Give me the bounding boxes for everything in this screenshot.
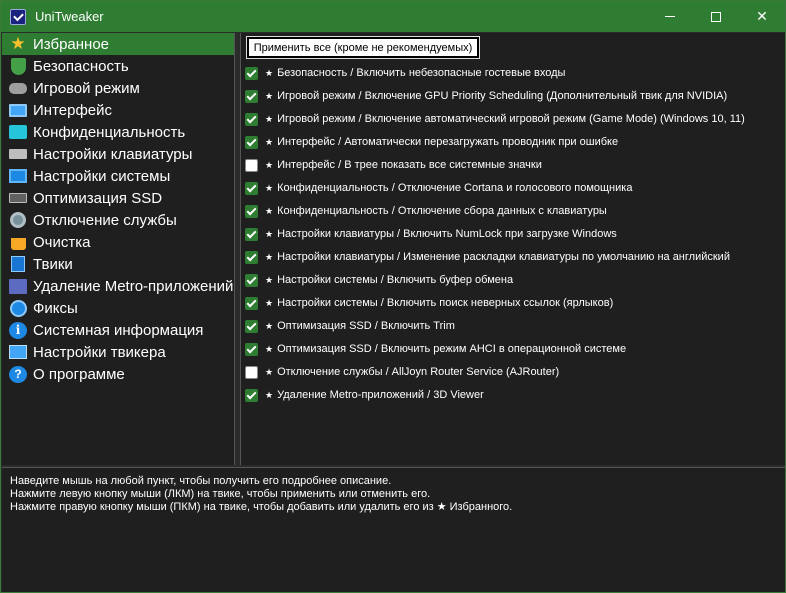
tweak-checkbox[interactable] <box>245 136 258 149</box>
sidebar-item-label: Безопасность <box>33 57 129 75</box>
tweak-checkbox[interactable] <box>245 113 258 126</box>
sidebar-item-about[interactable] <box>2 363 234 385</box>
sidebar-item-game-mode[interactable] <box>2 77 234 99</box>
tweak-checkbox[interactable] <box>245 90 258 103</box>
gamepad-icon <box>9 83 27 94</box>
favorite-star-icon: ★ <box>265 90 274 101</box>
privacy-icon <box>9 125 27 139</box>
favorite-star-icon: ★ <box>265 251 274 262</box>
broom-icon <box>11 238 26 250</box>
tweaker-settings-icon <box>9 345 27 359</box>
sidebar-item-label: Удаление Metro-приложений <box>33 277 234 295</box>
tweak-row[interactable] <box>245 179 632 197</box>
metro-apps-icon <box>9 279 27 294</box>
sidebar-item-label: Очистка <box>33 233 91 251</box>
favorite-star-icon: ★ <box>265 205 274 216</box>
sidebar-item-interface[interactable] <box>2 99 234 121</box>
sidebar-item-label: Оптимизация SSD <box>33 189 163 207</box>
tweak-label: Удаление Metro-приложений / 3D Viewer <box>277 389 484 401</box>
sidebar-item-tweaker-settings[interactable] <box>2 341 234 363</box>
tweak-checkbox[interactable] <box>245 205 258 218</box>
tweak-checkbox[interactable] <box>245 343 258 356</box>
tweak-checkbox[interactable] <box>245 297 258 310</box>
ssd-icon <box>9 193 27 203</box>
sidebar-item-security[interactable] <box>2 55 234 77</box>
tweak-row[interactable] <box>245 248 730 266</box>
tweak-row[interactable] <box>245 340 626 358</box>
star-icon: ★ <box>10 34 26 53</box>
maximize-button[interactable] <box>693 1 739 32</box>
favorite-star-icon: ★ <box>265 182 274 193</box>
minimize-button[interactable] <box>647 1 693 32</box>
tweak-label: Конфиденциальность / Отключение сбора данных с клавиатуры <box>277 205 607 217</box>
tweak-label: Настройки клавиатуры / Изменение раскладки клавиатуры по умолчанию на английский <box>277 251 730 263</box>
tweak-row[interactable] <box>245 386 484 404</box>
sidebar-item-label: Фиксы <box>33 299 78 317</box>
sidebar-item-privacy[interactable] <box>2 121 234 143</box>
tweak-label: Игровой режим / Включение GPU Priority Scheduling (Дополнительный твик для NVIDIA) <box>277 90 728 102</box>
help-text-line: Наведите мышь на любой пункт, чтобы получить его подробнее описание. <box>10 475 392 487</box>
sidebar-item-label: Отключение службы <box>33 211 177 229</box>
minimize-icon <box>665 16 675 17</box>
tweak-checkbox[interactable] <box>245 67 258 80</box>
tweak-label: Конфиденциальность / Отключение Cortana и голосового помощника <box>277 182 633 194</box>
tweak-checkbox[interactable] <box>245 366 258 379</box>
apply-all-button[interactable]: Применить все (кроме не рекомендуемых) <box>247 37 479 58</box>
tweak-row[interactable] <box>245 110 745 128</box>
tweak-checkbox[interactable] <box>245 320 258 333</box>
maximize-icon <box>711 12 721 22</box>
tweak-row[interactable] <box>245 363 559 381</box>
sidebar-item-label: Интерфейс <box>33 101 113 119</box>
favorite-star-icon: ★ <box>265 113 274 124</box>
sidebar-item-label: Системная информация <box>33 321 204 339</box>
tweak-row[interactable] <box>245 202 607 220</box>
help-text-line: Нажмите правую кнопку мыши (ПКМ) на твике, чтобы добавить или удалить его из ★ Избранного. <box>10 501 513 513</box>
help-text-line: Нажмите левую кнопку мыши (ЛКМ) на твике, чтобы применить или отменить его. <box>10 488 431 500</box>
window-title: UniTweaker <box>35 9 104 24</box>
tweak-checkbox[interactable] <box>245 159 258 172</box>
service-gear-icon <box>10 212 26 228</box>
favorite-star-icon: ★ <box>265 67 274 78</box>
tweak-row[interactable] <box>245 133 618 151</box>
tweak-label: Безопасность / Включить небезопасные гостевые входы <box>277 67 566 79</box>
sidebar-item-label: Избранное <box>33 35 110 53</box>
tweak-row[interactable] <box>245 156 542 174</box>
sidebar-item-favorites[interactable] <box>2 33 234 55</box>
shield-icon <box>11 58 26 75</box>
favorite-star-icon: ★ <box>265 343 274 354</box>
tweak-label: Интерфейс / Автоматически перезагружать проводник при ошибке <box>277 136 619 148</box>
favorite-star-icon: ★ <box>265 366 274 377</box>
favorite-star-icon: ★ <box>265 389 274 400</box>
sidebar-item-label: Твики <box>33 255 73 273</box>
favorite-star-icon: ★ <box>265 136 274 147</box>
tweak-checkbox[interactable] <box>245 274 258 287</box>
tweak-label: Оптимизация SSD / Включить Trim <box>277 320 455 332</box>
favorite-star-icon: ★ <box>265 297 274 308</box>
tweak-row[interactable] <box>245 64 565 82</box>
sidebar-item-system[interactable] <box>2 165 234 187</box>
sidebar-item-services[interactable] <box>2 209 234 231</box>
app-logo-icon <box>10 9 26 25</box>
tweak-checkbox[interactable] <box>245 389 258 402</box>
monitor-icon <box>9 104 27 117</box>
favorite-star-icon: ★ <box>265 228 274 239</box>
tweaks-icon <box>11 256 25 272</box>
sidebar-item-system-info[interactable] <box>2 319 234 341</box>
tweak-label: Игровой режим / Включение автоматический игровой режим (Game Mode) (Windows 10, 11) <box>277 113 745 125</box>
close-button[interactable] <box>739 1 785 32</box>
sidebar-item-label: Игровой режим <box>33 79 140 97</box>
sidebar-item-keyboard[interactable] <box>2 143 234 165</box>
tweak-label: Настройки системы / Включить поиск неверных ссылок (ярлыков) <box>277 297 614 309</box>
tweak-row[interactable] <box>245 271 513 289</box>
tweak-checkbox[interactable] <box>245 251 258 264</box>
tweak-row[interactable] <box>245 317 455 335</box>
category-sidebar <box>2 33 235 465</box>
sidebar-item-ssd[interactable] <box>2 187 234 209</box>
favorite-star-icon: ★ <box>265 159 274 170</box>
sidebar-item-label: Конфиденциальность <box>33 123 186 141</box>
sidebar-item-metro-apps[interactable] <box>2 275 234 297</box>
description-panel <box>2 467 785 592</box>
sidebar-item-label: Настройки твикера <box>33 343 166 361</box>
fix-icon <box>10 300 27 317</box>
help-icon: ? <box>9 366 27 383</box>
title-bar[interactable] <box>1 1 785 32</box>
tweak-label: Интерфейс / В трее показать все системные значки <box>277 159 542 171</box>
tweak-label: Отключение службы / AllJoyn Router Service (AJRouter) <box>277 366 560 378</box>
sidebar-item-label: Настройки системы <box>33 167 171 185</box>
tweak-checkbox[interactable] <box>245 182 258 195</box>
tweak-label: Настройки клавиатуры / Включить NumLock при загрузке Windows <box>277 228 617 240</box>
sidebar-item-tweaks[interactable] <box>2 253 234 275</box>
tweak-row[interactable] <box>245 225 617 243</box>
info-icon: i <box>9 322 27 339</box>
tweak-checkbox[interactable] <box>245 228 258 241</box>
tweaks-panel <box>240 33 785 465</box>
tweak-label: Настройки системы / Включить буфер обмена <box>277 274 514 286</box>
system-icon <box>9 169 27 183</box>
close-icon: ✕ <box>756 8 768 24</box>
sidebar-item-fixes[interactable] <box>2 297 234 319</box>
tweak-row[interactable] <box>245 87 727 105</box>
keyboard-icon <box>9 149 27 159</box>
favorite-star-icon: ★ <box>265 320 274 331</box>
sidebar-item-cleanup[interactable] <box>2 231 234 253</box>
sidebar-item-label: О программе <box>33 365 125 383</box>
tweak-row[interactable] <box>245 294 613 312</box>
favorite-star-icon: ★ <box>265 274 274 285</box>
tweak-label: Оптимизация SSD / Включить режим AHCI в операционной системе <box>277 343 627 355</box>
sidebar-item-label: Настройки клавиатуры <box>33 145 193 163</box>
